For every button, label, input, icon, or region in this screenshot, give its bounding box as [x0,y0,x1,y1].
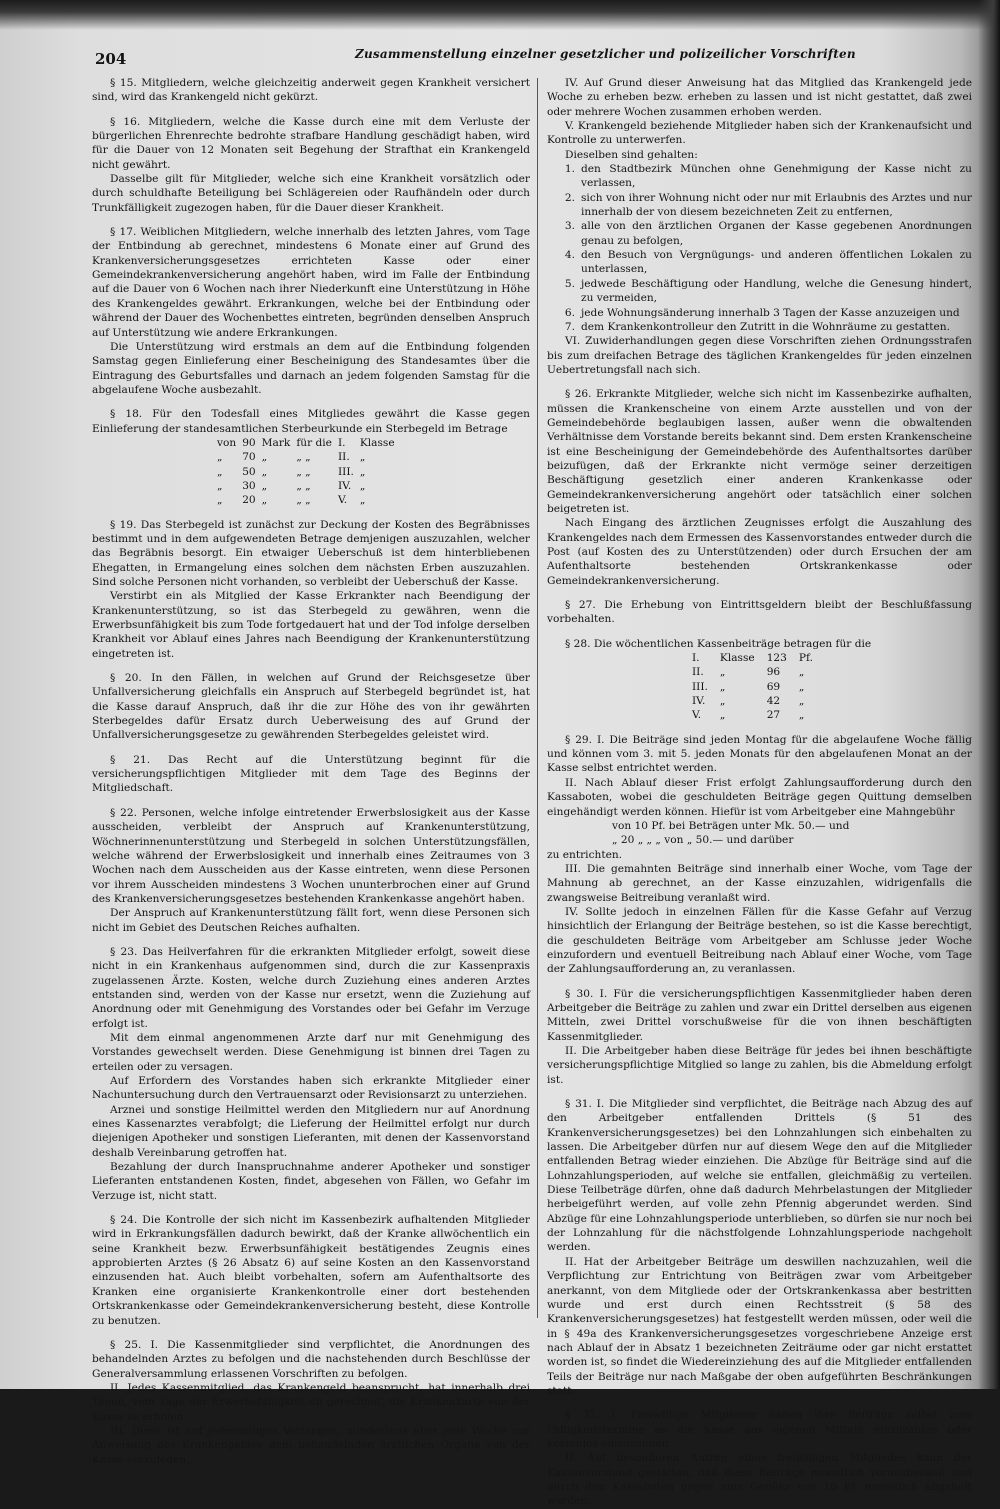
paragraph-32: § 32. I. Freiwillige Mitglieder haben ihre Beiträge selbst zum Fälligkeitstermine an die Kasse aus eigenen Mitteln einzuzahlen oder kostenlos einzusenden. [547,1409,972,1450]
paragraph-28: § 28. Die wöchentlichen Kassenbeiträge betragen für die [565,637,872,650]
table-row: II. „ 96 „ [692,666,805,679]
list-item: 7. dem Krankenkontrolleur den Zutritt in die Wohnräume zu gestatten. [564,320,950,333]
paragraph-19: § 19. Das Sterbegeld ist zunächst zur Deckung der Kosten des Begräbnisses bestimmt und in dem aufgewendeten Betrage demjenigen auszuzahlen, welcher das Begräbnis besorgt. Ein etwaiger Ueberschuß ist dem hinterbliebenen Ehegatten, in Ermangelung eines solchen dem nächsten Erben auszuzahlen. Sind solche Personen nicht vorhanden, so verbleibt der Ueberschuß der Kasse. [92,518,530,588]
paragraph-17: § 17. Weiblichen Mitgliedern, welche innerhalb des letzten Jahres, vom Tage der Entbindung ab gerechnet, mindestens 6 Monate einer auf Grund des Krankenversicherungsgesetzes errichteten Kasse oder einer Gemeindekrankenversicherung angehört haben, wird im Falle der Entbindung auf die Dauer von 6 Wochen nach ihrer Niederkunft eine Unterstützung in Höhe des Krankengeldes gewährt. Erkrankungen, welche bei der Entbindung oder während der Dauer des Wochenbettes eintreten, begründen denselben Anspruch auf Unterstützung wie andere Erkrankungen. [92,226,530,339]
table-row: IV. „ 42 „ [692,695,805,708]
paragraph-22-cont: Der Anspruch auf Krankenunterstützung fällt fort, wenn diese Personen sich nicht im Gebiet des Deutschen Reiches aufhalten. [92,907,530,934]
table-row: „ 70 „ „ „ II. „ [217,451,366,464]
list-item: 6. jede Wohnungsänderung innerhalb 3 Tagen der Kasse anzuzeigen und [564,306,960,319]
running-title: Zusammenstellung einzelner gesetzlicher und polizeilicher Vorschriften [355,47,856,61]
paragraph-25-vi: VI. Zuwiderhandlungen gegen diese Vorschriften ziehen Ordnungsstrafen bis zum dreifachen Betrage des täglichen Krankengeldes für jeden einzelnen Uebertretungsfall nach sich. [547,335,972,376]
fee-line-2: „ 20 „ „ „ von „ 50.— und darüber [612,834,794,847]
paragraph-15: § 15. Mitgliedern, welche gleichzeitig anderweit gegen Krankheit versichert sind, wird das Krankengeld nicht gekürzt. [92,77,530,104]
table-row: I. Klasse 123 Pf. [692,652,813,665]
table-row: III. „ 69 „ [692,680,805,693]
contribution-table [692,651,825,723]
paragraph-29-iii: III. Die gemahnten Beiträge sind innerhalb einer Woche, vom Tage der Mahnung ab gerechnet, an der Kasse einzuzahlen, widrigenfalls die zwangsweise Beitreibung veranlaßt wird. [547,862,972,904]
paragraph-25-cont-1: II. Jedes Kassenmitglied, das Krankengeld beansprucht, hat innerhalb drei Tagen, vom Tage der Erwerbsfähigkeit ab gerechnet, die Krankenkarte von der Kasse zu erholen. [92,1381,530,1423]
paragraph-31-ii: II. Hat der Arbeitgeber Beiträge um deswillen nachzuzahlen, weil die Verpflichtung zur Entrichtung von Beiträgen zwar vom Arbeitgeber anerkannt, von dem Mitgliede oder der Ortskrankenkassa aber bestritten wurde und erst durch einen Rechtsstreit (§ 58 des Krankenversicherungsgesetzes) hat festgestellt werden müssen, oder weil die in § 49a des Krankenversicherungsgesetzes vorgeschriebene Anzeige erst nach Ablauf der in Absatz 1 bezeichneten Zeiträume oder gar nicht erstattet worden ist, so findet die Wiedereinziehung des auf die Mitglieder entfallenden Teils der Beiträge nur nach Maßgabe der oben aufgeführten Beschränkungen statt. [547,1255,972,1397]
table-row: V. „ 27 „ [692,709,805,722]
paragraph-25-v: V. Krankengeld beziehende Mitglieder haben sich der Krankenaufsicht und Kontrolle zu unterwerfen. [547,120,972,147]
table-row: „ 30 „ „ „ IV. „ [217,479,366,492]
page-number: 204 [95,50,127,68]
paragraph-24: § 24. Die Kontrolle der sich nicht im Kassenbezirk aufhaltenden Mitglieder wird in Erkrankungsfällen dadurch bewirkt, daß der Kranke allwöchentlich ein seine Krankheit bezw. Erwerbsunfähigkeit bestätigendes Zeugnis eines approbierten Arztes (§ 26 Absatz 6) auf seine Kosten an den Kassenvorstand einzusenden hat. Auch bleibt vorbehalten, sofern am Aufenthaltsorte des Kranken eine organisierte Krankenkontrolle einer dort bestehenden Ortskrankenkasse oder Gemeindekrankenversicherung besteht, diese Kontrolle zu benutzen. [92,1214,530,1327]
paragraph-23-cont-3: Arznei und sonstige Heilmittel werden den Mitgliedern nur auf Anordnung eines Kassenarztes verabfolgt; die Lieferung der Heilmittel erfolgt nur durch diejenigen Apotheker und sonstigen Lieferanten, mit denen der Kassenvorstand deshalb Vereinbarung getroffen hat. [92,1103,530,1159]
paragraph-29: § 29. I. Die Beiträge sind jeden Montag für die abgelaufene Woche fällig und können vom 3. mit 5. jeden Monats für den abgelaufenen Monat an der Kasse selbst entrichtet werden. [547,733,972,775]
paragraph-32-ii: II. Auf besonderen Antrag eines freiwilligen Mitgliedes kann der Kassenvorstand gestatten, daß diese Beiträge monatlich vorausbezahlt und durch den Kassaboten gegen eine Gebühr von 10 Pf. monatlich abgeholt werden. [547,1452,972,1508]
list-item: 5. jedwede Beschäftigung oder Handlung, welche die Genesung hindert, zu vermeiden, [564,277,972,305]
paragraph-21: § 21. Das Recht auf die Unterstützung beginnt für die versicherungspflichtigen Mitglieder mit dem Tage des Beginns der Mitgliedschaft. [92,753,530,795]
paragraph-26: § 26. Erkrankte Mitglieder, welche sich nicht im Kassenbezirke aufhalten, müssen die Krankenscheine von einem Arzte ausstellen und von der Gemeindebehörde beglaubigen lassen, außer wenn die obwaltenden Verhältnisse dem Vorstande bereits bekannt sind. Dem ersten Krankenscheine ist eine Bescheinigung der Gemeindebehörde des Aufenthaltsortes darüber beizufügen, daß der Erkrankte nicht vermöge seiner derzeitigen Beschäftigung gesetzlich einer anderen Krankenkasse oder Gemeindekrankenversicherung angehört oder tatsächlich einer solchen beigetreten ist. [547,388,972,515]
column-divider [537,78,538,1318]
paragraph-29-ii: II. Nach Ablauf dieser Frist erfolgt Zahlungsaufforderung durch den Kassaboten, wobei die geschuldeten Beiträge gegen Quittung demselben eingehändigt werden können. Hiefür ist vom Arbeitgeber eine Mahngebühr [547,776,972,818]
list-item: 3. alle von den ärztlichen Organen der Kasse gegebenen Anordnungen genau zu befolgen, [564,220,972,247]
table-row: „ 50 „ „ „ III. „ [217,465,366,478]
paragraph-23-cont-1: Mit dem einmal angenommenen Arzte darf nur mit Genehmigung des Vorstandes gewechselt werden. Diese Genehmigung ist binnen drei Tagen zu erteilen oder zu versagen. [92,1031,530,1073]
paragraph-26-cont: Nach Eingang des ärztlichen Zeugnisses erfolgt die Auszahlung des Krankengeldes nach dem Ermessen des Kassenvorstandes entweder durch die Post (auf Kosten des zu Unterstützenden) oder durch Ersuchen der am Aufenthaltsorte bestehenden Ortskrankenkasse oder Gemeindekrankenversicherung. [547,517,972,587]
death-benefit-table [217,436,401,508]
paragraph-23-cont-2: Auf Erfordern des Vorstandes haben sich erkrankte Mitglieder einer Nachuntersuchung durch den Vertrauensarzt oder Revisionsarzt zu unterziehen. [92,1075,530,1102]
paragraph-20: § 20. In den Fällen, in welchen auf Grund der Reichsgesetze über Unfallversicherung gleichfalls ein Anspruch auf Sterbegeld begründet ist, hat die Kasse darauf Anspruch, daß ihr die zur Höhe des von ihr gewährten Sterbegeldes dafür Ersatz durch Ueberweisung des auf Grund der Unfallversicherungsgesetze zu gewährenden Sterbegeldes geleistet wird. [92,672,530,742]
paragraph-31: § 31. I. Die Mitglieder sind verpflichtet, die Beiträge nach Abzug des auf den Arbeitgeber entfallenden Drittels (§ 51 des Krankenversicherungsgesetzes) bei den Lohnzahlungen sich einbehalten zu lassen. Die Arbeitgeber dürfen nur auf diesem Wege den auf die Mitglieder entfallenden Betrag wieder einziehen. Die Abzüge für Beiträge sind auf die Lohnzahlungsperioden, auf welche sie entfallen, gleichmäßig zu verteilen. Diese Teilbeträge dürfen, ohne daß dadurch Mehrbelastungen der Mitglieder herbeigeführt werden, auf volle zehn Pfennig abgerundet werden. Sind Abzüge für eine Lohnzahlungsperiode unterblieben, so dürfen sie nur noch bei der Lohnzahlung für die nächstfolgende Lohnzahlungsperiode nachgeholt werden. [547,1098,972,1254]
paragraph-25: § 25. I. Die Kassenmitglieder sind verpflichtet, die Anordnungen des behandelnden Arztes zu befolgen und die nachstehenden durch Beschlüsse der Generalversammlung erlassenen Vorschriften zu befolgen. [92,1338,530,1380]
list-item: 2. sich von ihrer Wohnung nicht oder nur mit Erlaubnis des Arztes und nur innerhalb der von diesem bezeichneten Zeit zu entfernen, [564,191,972,219]
top-shadow [0,0,1000,30]
paragraph-25-cont-2: III. Diese ist auf jedesmaliges Verlangen, mindestens aber jede Woche zur Anweisung des Krankengeldes dem behandelnden ärztlichen Organe von der Kasse vorzulegen. [92,1424,530,1466]
paragraph-25-intro: Dieselben sind gehalten: [565,148,698,161]
paragraph-19-cont: Verstirbt ein als Mitglied der Kasse Erkrankter nach Beendigung der Krankenunterstützung, so ist das Sterbegeld zu gewähren, wenn die Erwerbsunfähigkeit bis zum Tode fortgedauert hat und der Tod infolge derselben Krankheit vor Ablauf eines Jahres nach Beendigung der Krankenunterstützung eingetreten ist. [92,590,530,660]
table-row: von 90 Mark für die I. Klasse [217,436,395,449]
right-column [547,76,972,1509]
paragraph-29-iv: IV. Sollte jedoch in einzelnen Fällen für die Kasse Gefahr auf Verzug hinsichtlich der Erlangung der Beiträge bestehen, so ist die Kasse berechtigt, die geschuldeten Beiträge vom Arbeitgeber am Schlusse jeder Woche einzufordern und eventuell Beitreibung nach Ablauf einer Woche, vom Tage der Zahlungsaufforderung an, zu veranlassen. [547,905,972,976]
left-column [92,76,530,1467]
fee-line-1: von 10 Pf. bei Beträgen unter Mk. 50.— und [612,819,850,832]
binding-edge [978,0,1000,1389]
paragraph-27: § 27. Die Erhebung von Eintrittsgeldern bleibt der Beschlußfassung vorbehalten. [547,599,972,626]
paragraph-23: § 23. Das Heilverfahren für die erkrankten Mitglieder erfolgt, soweit diese nicht in ein Krankenhaus aufgenommen sind, durch die zur Kassenpraxis zugelassenen Ärzte. Kosten, welche durch Zuziehung eines anderen Arztes entstanden sind, werden von der Kasse nur ersetzt, wenn die Zuziehung auf Anordnung oder mit Genehmigung des Vorstandes oder bei Gefahr im Verzuge erfolgt ist. [92,945,530,1030]
list-item: 4. den Besuch von Vergnügungs- und anderen öffentlichen Lokalen zu unterlassen, [564,249,972,276]
paragraph-16: § 16. Mitgliedern, welche die Kasse durch eine mit dem Verluste der bürgerlichen Ehrenrechte bedrohte strafbare Handlung geschädigt haben, wird für die Dauer von 12 Monaten seit Begehung der Strafthat ein Krankengeld nicht gewährt. [92,115,530,171]
paragraph-25-iv: IV. Auf Grund dieser Anweisung hat das Mitglied das Krankengeld jede Woche zu erheben bezw. erheben zu lassen und ist nicht gestattet, daß zwei oder mehrere Wochen zusammen erhoben werden. [547,77,972,118]
paragraph-22: § 22. Personen, welche infolge eintretender Erwerbslosigkeit aus der Kasse ausscheiden, verbleibt der Anspruch auf Krankenunterstützung, Wöchnerinnenunterstützung und Sterbegeld in solchen Unterstützungsfällen, welche während der Erwerbslosigkeit und innerhalb eines Zeitraumes von 3 Wochen nach dem Ausscheiden aus der Kasse eintreten, wenn diese Personen vor ihrem Ausscheiden mindestens 3 Wochen ununterbrochen einer auf Grund des Krankenversicherungsgesetzes bestehenden Krankenkasse angehört haben. [92,806,530,905]
list-item: 1. den Stadtbezirk München ohne Genehmigung der Kasse nicht zu verlassen, [564,163,972,190]
paragraph-17-cont: Die Unterstützung wird erstmals an dem auf die Entbindung folgenden Samstag gegen Einlieferung einer Bescheinigung des Standesamtes über die Eintragung des Geburtsfalles und darnach an jedem folgenden Samstag für die abgelaufene Woche ausbezahlt. [92,340,530,396]
paragraph-18: § 18. Für den Todesfall eines Mitgliedes gewährt die Kasse gegen Einlieferung der standesamtlichen Sterbeurkunde ein Sterbegeld im Betrage [92,408,530,435]
paragraph-30-ii: II. Die Arbeitgeber haben diese Beiträge für jedes bei ihnen beschäftigte versicherungspflichtige Mitglied so lange zu zahlen, bis die Abmeldung erfolgt ist. [547,1045,972,1086]
fee-line-end: zu entrichten. [547,848,623,861]
paragraph-23-cont-4: Bezahlung der durch Inanspruchnahme anderer Apotheker und sonstiger Lieferanten entstandenen Kosten, findet, abgesehen von Fällen, wo Gefahr im Verzuge ist, nicht statt. [92,1161,530,1202]
paragraph-16-cont: Dasselbe gilt für Mitglieder, welche sich eine Krankheit vorsätzlich oder durch schuldhafte Beteiligung bei Schlägereien oder Raufhändeln oder durch Trunkfälligkeit zugezogen haben, für die Dauer dieser Krankheit. [92,173,530,214]
paragraph-30: § 30. I. Für die versicherungspflichtigen Kassenmitglieder haben deren Arbeitgeber die Beiträge zu zahlen und zwar ein Drittel derselben aus eigenen Mitteln, zwei Drittel vorschußweise für die von ihnen beschäftigten Kassenmitglieder. [547,987,972,1043]
table-row: „ 20 „ „ „ V. „ [217,494,366,507]
